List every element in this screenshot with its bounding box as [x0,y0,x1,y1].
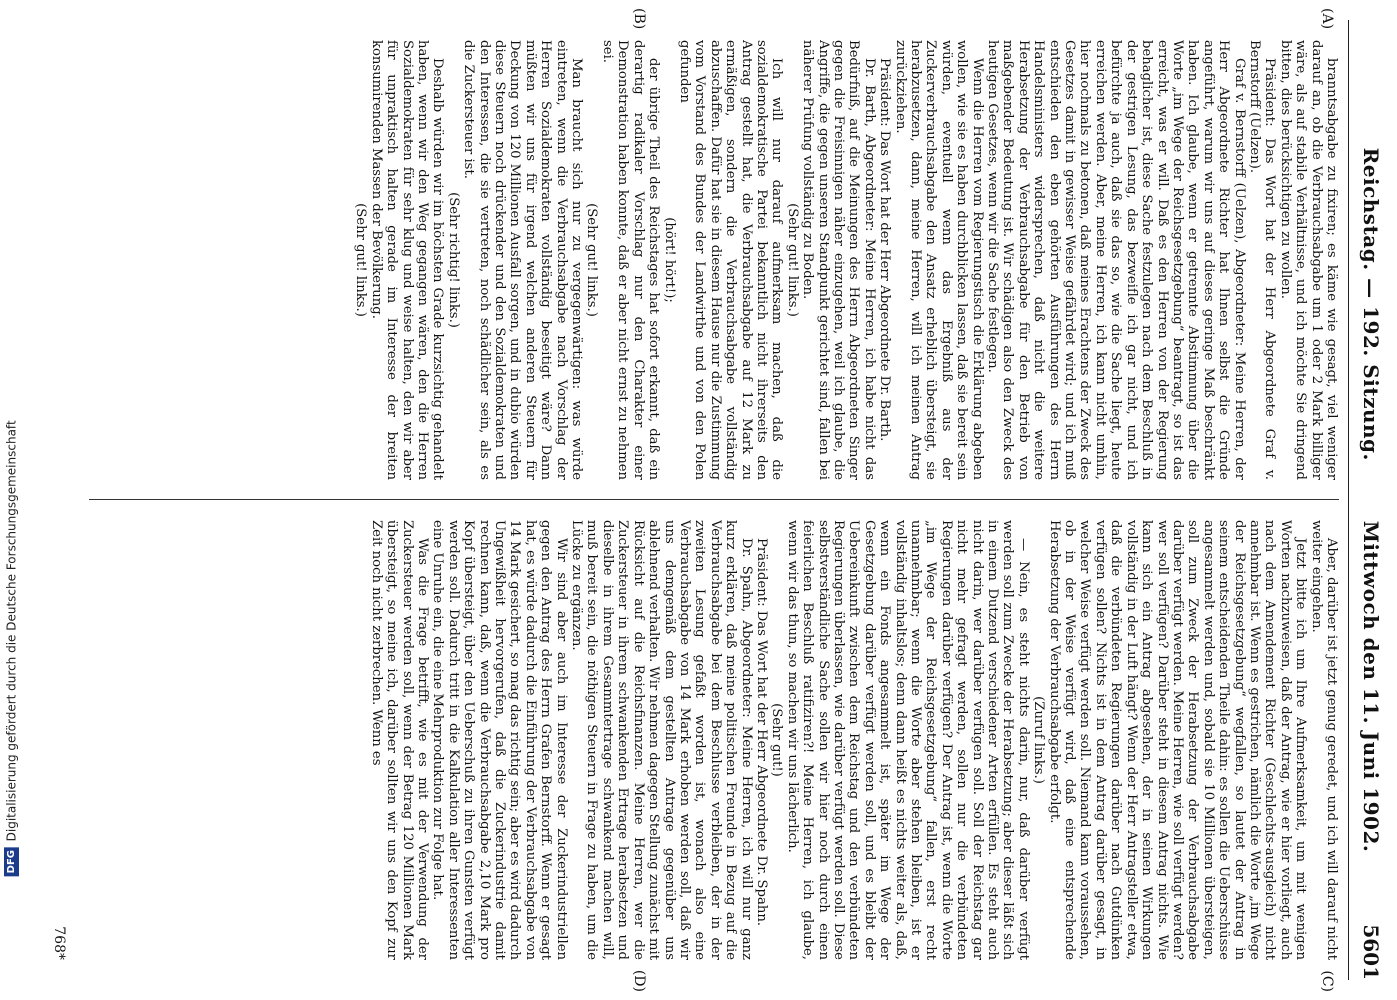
paragraph: Was die Frage betrifft, wie es mit der Verwendung der Zuckersteuer werden soll, wenn der Betrag 120 Millionen Mark übersteigt, so meine ich, darüber sollten wir uns den Kopf zur Zeit noch nicht zerbrechen. Wenn es [368,520,431,960]
paragraph: Deshalb würden wir im höchsten Grade kurzsichtig gehandelt haben, wenn wir den Weg gegangen wären, den die Herren Sozialdemokraten für sehr klug und weise halten, den wir aber für unpraktisch halten gerade im Interesse der breiten konsumirenden Massen der Bevölkerung. [368,40,446,480]
paragraph: (hört! hört!); [661,217,677,303]
page-title [1359,20,1383,980]
dfg-logo: DFG [4,847,19,876]
paragraph: branntsabgabe zu fixiren; es käme wie gesagt, viel weniger darauf an, ob die Verbrauchsabgabe um 1 oder 2 Mark billiger wäre, als auf stabile Verhältnisse, und ich möchte Sie dringend bitten, dies berücksichtigen zu wollen. [1277,40,1339,480]
margin-marker-d: (D) [631,969,647,992]
paragraph: Ich will nur darauf aufmerksam machen, daß die sozialdemokratische Partei bekanntlich nicht ihrerseits den Antrag gestellt hat, die Verbrauchsabgabe auf 12 Mark zu ermäßigen, sondern die Verbrauchsabgabe vollständig abzuschaffen. Dafür hat sie in diesem Hause nur die Zustimmung vom Vorstand des Bundes der Landwirthe und von den Polen gefunden [676,40,785,480]
paragraph: Präsident: Das Wort hat der Herr Abgeordnete Dr. Spahn. [753,538,769,926]
paragraph: (Sehr gut! links.) [584,203,600,317]
right-column [59,520,1339,960]
paragraph: — Nein, es steht nichts darin, nur, daß darüber verfügt werden soll zum Zwecke der Herabsetzung; aber dieser läßt sich in einem Dutzend verschiedener Arten erfüllen. Es steht auch nicht darin, wer darüber verfügen soll. Soll der Reichstag gar nicht mehr gefragt werden, sollen nur die verbündeten Regierungen darüber verfügen? Der Antrag ist, wenn die Worte „im Wege der Reichsgesetzgebung“ fallen, erst recht unannehmbar; wenn die Worte aber stehen bleiben, ist er vollständig inhaltslos; denn dann heißt es nichts weiter als, daß, wenn ein Fonds angesammelt ist, später im Wege der Gesetzgebung darüber verfügt werden soll, und es bleibt der Uebereinkunft zwischen dem Reichstag und den verbündeten Regierungen überlassen, wie darüber verfügt werden soll. Diese selbstverständliche Sache sollen wir hier noch durch einen feierlichen Beschluß ratifiziren?! Meine Herren, ich glaube, wenn wir das thun, so machen wir uns lächerlich. [784,520,1031,960]
paragraph: Wenn die Herren vom Regierungstisch die Erklärung abgeben wollen, wie sie es haben durchblicken lassen, daß sie bereit sein würden, eventuell wenn das Ergebniß aus der Zuckerverbrauchsabgabe den Ansatz erheblich übersteigt, sie herabzusetzen, dann, meine Herren, will ich meinen Antrag zurückziehen. [892,40,985,480]
paragraph: Dr. Spahn, Abgeordneter: Meine Herren, ich will nur ganz kurz erklären, daß meine politischen Freunde in Bezug auf die Verbrauchsabgabe bei dem Beschlusse verbleiben, der in der zweiten Lesung gefaßt worden ist, wonach also eine Verbrauchsabgabe von 14 Mark erhoben werden soll, daß wir uns demgemäß dem gestellten Antrage gegenüber uns ablehnend verhalten. Wir nehmen dagegen Stellung zunächst mit Rücksicht auf die Reichsfinanzen. Meine Herren, wer die Zuckersteuer in ihrem schwankenden Ertrage herabsetzen und dieselbe in ihrem Gesammtertrage schwankend machen will, muß bereit sein, die nöthigen Steuern in Frage zu haben, um die Lücke zu ergänzen. [569,520,754,960]
paragraph: (Sehr gut! links.) [784,203,800,317]
paragraph: Präsident: Das Wort hat der Herr Abgeordnete Dr. Barth. [877,58,893,442]
left-column [59,40,1339,480]
paragraph: (Zuruf links.) [1031,696,1047,784]
page-header [1348,20,1389,980]
credit-text: Digitalisierung gefördert durch die Deutsche Forschungsgemeinschaft [4,420,19,842]
paragraph: Jetzt bitte ich um Ihre Aufmerksamkeit, um mit wenigen Worten nachzuweisen, daß der Antrag, wie er hier vorliegt, auch nach dem Amendement Richter (Geschlechts-ausgleich) nicht annehmbar ist. Wenn es gestrichen, nämlich die Worte „im Wege der Reichsgesetzgebung“ wegfallen, so lautet der Antrag in seinem entscheidenden Theile dahin: es sollen die Ueberschüsse angesammelt werden und, sobald sie 10 Millionen übersteigen, soll zum Zweck der Herabsetzung der Verbrauchsabgabe darüber verfügt werden. Meine Herren, wie soll verfügt werden? wer soll verfügen? Darüber steht in diesem Antrag nichts. Wie kann sich ein Antrag abgesehen, der in seinen Wirkungen vollständig in der Luft hängt? Wenn der Herr Antragsteller etwa, daß die verbündeten Regierungen darüber nach Gutdünken verfügen sollen? Nichts ist in dem Antrag darüber gesagt, in welcher Weise verfügt werden soll. Niemand kann voraussehen, ob in der Weise verfügt wird, daß eine entsprechende Herabsetzung der Verbrauchsabgabe erfolgt. [1046,520,1309,960]
paragraph: der übrige Theil des Reichstages hat sofort erkannt, daß ein derartig radikaler Vorschlag nur den Charakter einer Demonstration haben konnte, daß er aber nicht ernst zu nehmen sei. [599,40,662,480]
paragraph: Wir sind aber auch im Interesse der Zuckerindustriellen gegen den Antrag des Herrn Grafen Bernstorff. Wenn er gesagt hat, es würde dadurch die Einführung der Verbrauchsabgabe von 14 Mark gesichert, so mag das richtig sein; aber es wird dadurch Ungewißheit hervorgerufen, daß die Zuckerindustrie damit rechnen kann, daß, wenn die Verbrauchsabgabe 2,10 Mark pro Kopf übersteigt, über den Ueberschuß zu ihren Gunsten verfügt werden soll. Dadurch tritt in die Kalkulation aller Interessenten eine Unruhe ein, die eine Mehrproduktion zur Folge hat. [430,520,569,960]
paragraph: Präsident: Das Wort hat der Herr Abgeordnete Graf v. Bernstorff (Uelzen). [1246,40,1278,480]
column-divider [89,499,1339,500]
paragraph: (Sehr gut! links.) [353,203,369,317]
signature-number: 768* [51,926,67,960]
funding-credit [4,420,19,876]
paragraph: Aber, darüber ist jetzt genug geredet, und ich will darauf nicht weiter eingehen. [1308,520,1339,960]
paragraph: Graf v. Bernstorff (Uelzen), Abgeordneter: Meine Herren, der Herr Abgeordnete Richter hat Ihnen selbst die Gründe angeführt, warum wir uns auf dieses geringe Maß beschränkt haben. Ich glaube, wenn er getrennte Abstimmung über die Worte „im Wege der Reichsgesetzgebung“ beantragt, so ist das erreicht, was er will. Daß es den Herren von der Regierung behaglicher ist, diese Sache festzulegen nach dem Beschluß in der gestrigen Lesung, das bezweifle ich gar nicht, und ich befürchte ja auch, daß sie das so, wie die Sache liegt, heute erreichen werden. Aber, meine Herren, ich kann nicht umhin, hier nochmals zu betonen, daß meines Erachtens der Zweck des Gesetzes damit in gewisser Weise gefährdet wird; und ich muß entschieden den eben gehörten Ausführungen des Herrn Handelsministers widersprechen, daß nicht die weitere Herabsetzung der Verbrauchsabgabe für den Betrieb von maßgebender Bedeutung ist. Wir schädigen also den Zweck des heutigen Gesetzes, wenn wir die Sache festlegen. [985,40,1247,480]
margin-marker-c: (C) [1319,970,1335,992]
paragraph: (Sehr gut!) [769,703,785,777]
margin-marker-a: (A) [1319,8,1335,30]
margin-marker-b: (B) [631,8,647,30]
paragraph: (Sehr richtig! links.) [445,192,461,328]
session-title: Reichstag. — 192. Sitzung. [1359,147,1383,461]
page-number: 5601 [1359,924,1383,980]
paragraph: Man braucht sich nur zu vergegenwärtigen: was würde eintreten, wenn die Verbrauchsabgabe nach Vorschlag der Herren Sozialdemokraten vollständig beseitigt wäre? Dann müßten wir uns für irgend welchen anderen Steuern für Deckung von 120 Millionen Ausfall sorgen, und in dubio würden diese Steuern noch drückender und den Sozialdemokraten und den Interessen, die sie vertreten, noch schädlicher sein, als es die Zuckersteuer ist. [461,40,585,480]
session-date: Mittwoch den 11. Juni 1902. [1359,520,1383,853]
paragraph: Dr. Barth, Abgeordneter: Meine Herren, ich habe nicht das Bedürfniß, auf die Meinungen des Herrn Abgeordneten Singer gegen die Freisinnigen näher einzugehen, weil ich glaube, die Angriffe, die gegen unseren Standpunkt gerichtet sind, fallen bei näherer Prüfung vollständig zu Boden. [800,40,877,480]
